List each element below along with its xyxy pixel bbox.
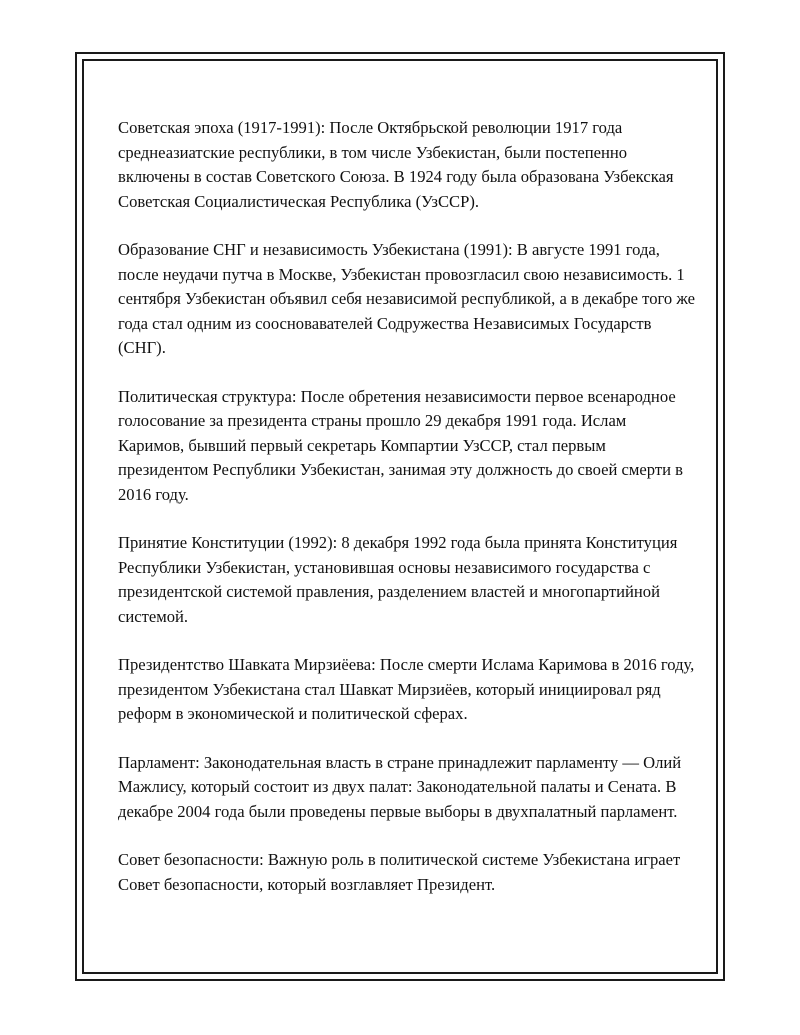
- paragraph-mirziyoyev-presidency: Президентство Шавката Мирзиёева: После смерти Ислама Каримова в 2016 году, президентом Узбекистана стал Шавкат Мирзиёев, который инициировал ряд реформ в экономической и политической сферах.: [118, 655, 695, 723]
- paragraph-parliament: Парламент: Законодательная власть в стране принадлежит парламенту — Олий Мажлису, который состоит из двух палат: Законодательной палаты и Сената. В декабре 2004 года были проведены первые выборы в двухпалатный парламент.: [118, 752, 682, 821]
- paragraph-political-structure: Политическая структура: После обретения независимости первое всенародное голосование за президента страны прошло 29 декабря 1991 года. Ислам Каримов, бывший первый секретарь Компартии УзССР, стал первым президентом Республики Узбекистан, занимая эту должность до своей смерти в 2016 году.: [118, 386, 683, 504]
- paragraph-soviet-era: Советская эпоха (1917-1991): После Октябрьской революции 1917 года среднеазиатские республики, в том числе Узбекистан, были постепенно включены в состав Советского Союза. В 1924 году была образована Узбекская Советская Социалистическая Республика (УзССР).: [118, 118, 674, 211]
- paragraph-cis-independence: Образование СНГ и независимость Узбекистана (1991): В августе 1991 года, после неудачи путча в Москве, Узбекистан провозгласил свою независимость. 1 сентября Узбекистан объявил себя независимой республикой, а в декабре того же года стал одним из соосновавателей Содружества Независимых Государств (СНГ).: [118, 240, 695, 357]
- paragraph-security-council: Совет безопасности: Важную роль в политической системе Узбекистана играет Совет безопасности, который возглавляет Президент.: [118, 850, 681, 894]
- paragraph-constitution: Принятие Конституции (1992): 8 декабря 1992 года была принята Конституция Республики Узбекистан, установившая основы независимого государства с президентской системой правления, разделением властей и многопартийной системой.: [118, 533, 678, 626]
- document-body: [118, 116, 696, 921]
